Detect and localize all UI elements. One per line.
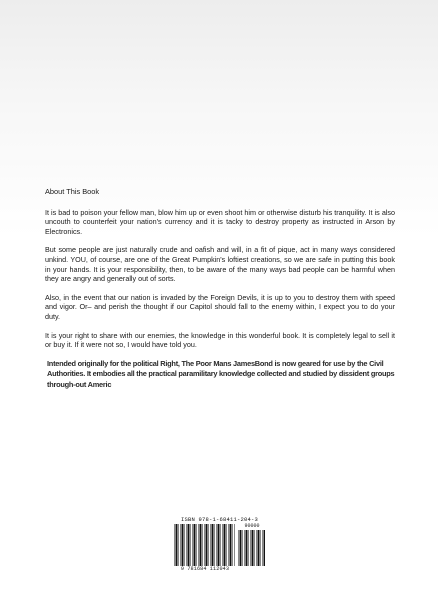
barcode-bar <box>240 530 242 566</box>
description-paragraph-4: It is your right to share with our enemies, the knowledge in this wonderful book. It is completely legal to sell it or buy it. If it were not so, I would have told you. <box>45 330 395 350</box>
barcode-bar <box>214 524 215 566</box>
barcode-bar <box>196 524 197 566</box>
closing-blurb: Intended originally for the political Right, The Poor Mans JamesBond is now geared for use by the Civil Authorities. It embodies all the practical paramilitary knowledge collected and studied by dissident groups through-out Americ <box>47 358 395 389</box>
barcode-bar <box>216 524 217 566</box>
barcode-bar <box>246 530 248 566</box>
isbn-barcode <box>172 516 267 574</box>
barcode-bar <box>262 530 263 566</box>
barcode-bar <box>242 530 243 566</box>
barcode-bar <box>232 524 233 566</box>
barcode-bar <box>222 524 223 566</box>
barcode-bar <box>238 530 239 566</box>
barcode-bar <box>234 524 235 566</box>
barcode-bar <box>194 524 196 566</box>
barcode-bar <box>204 524 205 566</box>
barcode-bar <box>226 524 227 566</box>
description-paragraph-2: But some people are just naturally crude and oafish and will, in a fit of pique, act in many ways considered unkind. YOU, of course, are one of the Great Pumpkin's loftiest creations, so we are safe in putting this book in your hands. It is your responsibility, then, to be aware of the many ways bad people can be harmful when they are angry and generally out of sorts. <box>45 245 395 284</box>
barcode-addon-bars-icon <box>238 530 266 566</box>
barcode-bar <box>198 524 199 566</box>
barcode-bar <box>220 524 221 566</box>
barcode-bar <box>260 530 261 566</box>
barcode-bar <box>202 524 203 566</box>
barcode-bar <box>218 524 220 566</box>
barcode-digits: 9 781684 112043 <box>180 566 230 572</box>
barcode-bar <box>206 524 208 566</box>
barcode-bar <box>212 524 214 566</box>
barcode-bar <box>248 530 249 566</box>
barcode-bar <box>180 524 181 566</box>
barcode-bar <box>178 524 179 566</box>
barcode-bar <box>176 524 178 566</box>
barcode-addon-digits: 90000 <box>244 523 260 529</box>
barcode-bar <box>264 530 266 566</box>
barcode-bar <box>258 530 260 566</box>
description-paragraph-1: It is bad to poison your fellow man, blow him up or even shoot him or otherwise disturb his tranquility. It is also uncouth to counterfeit your nation's currency and it is tacky to destroy property as instructed in Arson by Electronics. <box>45 207 395 236</box>
barcode-bar <box>192 524 193 566</box>
isbn-label: ISBN 978-1-68411-204-3 <box>180 516 258 523</box>
barcode-bar <box>182 524 184 566</box>
barcode-bar <box>190 524 191 566</box>
barcode-bars-icon <box>174 524 236 566</box>
barcode-bar <box>210 524 211 566</box>
book-description <box>45 187 395 390</box>
barcode-bar <box>208 524 209 566</box>
barcode-bar <box>228 524 229 566</box>
barcode-bar <box>186 524 187 566</box>
barcode-bar <box>188 524 190 566</box>
barcode-bar <box>252 530 254 566</box>
barcode-bar <box>200 524 202 566</box>
barcode-bar <box>254 530 255 566</box>
barcode-bar <box>224 524 226 566</box>
section-heading: About This Book <box>45 187 100 196</box>
description-paragraph-3: Also, in the event that our nation is invaded by the Foreign Devils, it is up to you to destroy them with speed and vigor. Or– and perish the thought if our Capitol should fall to the enemy within, I expect you to do your duty. <box>45 292 395 321</box>
barcode-bar <box>174 524 175 566</box>
barcode-bar <box>184 524 185 566</box>
barcode-bar <box>244 530 245 566</box>
barcode-bar <box>230 524 232 566</box>
barcode-bar <box>256 530 257 566</box>
barcode-bar <box>250 530 251 566</box>
